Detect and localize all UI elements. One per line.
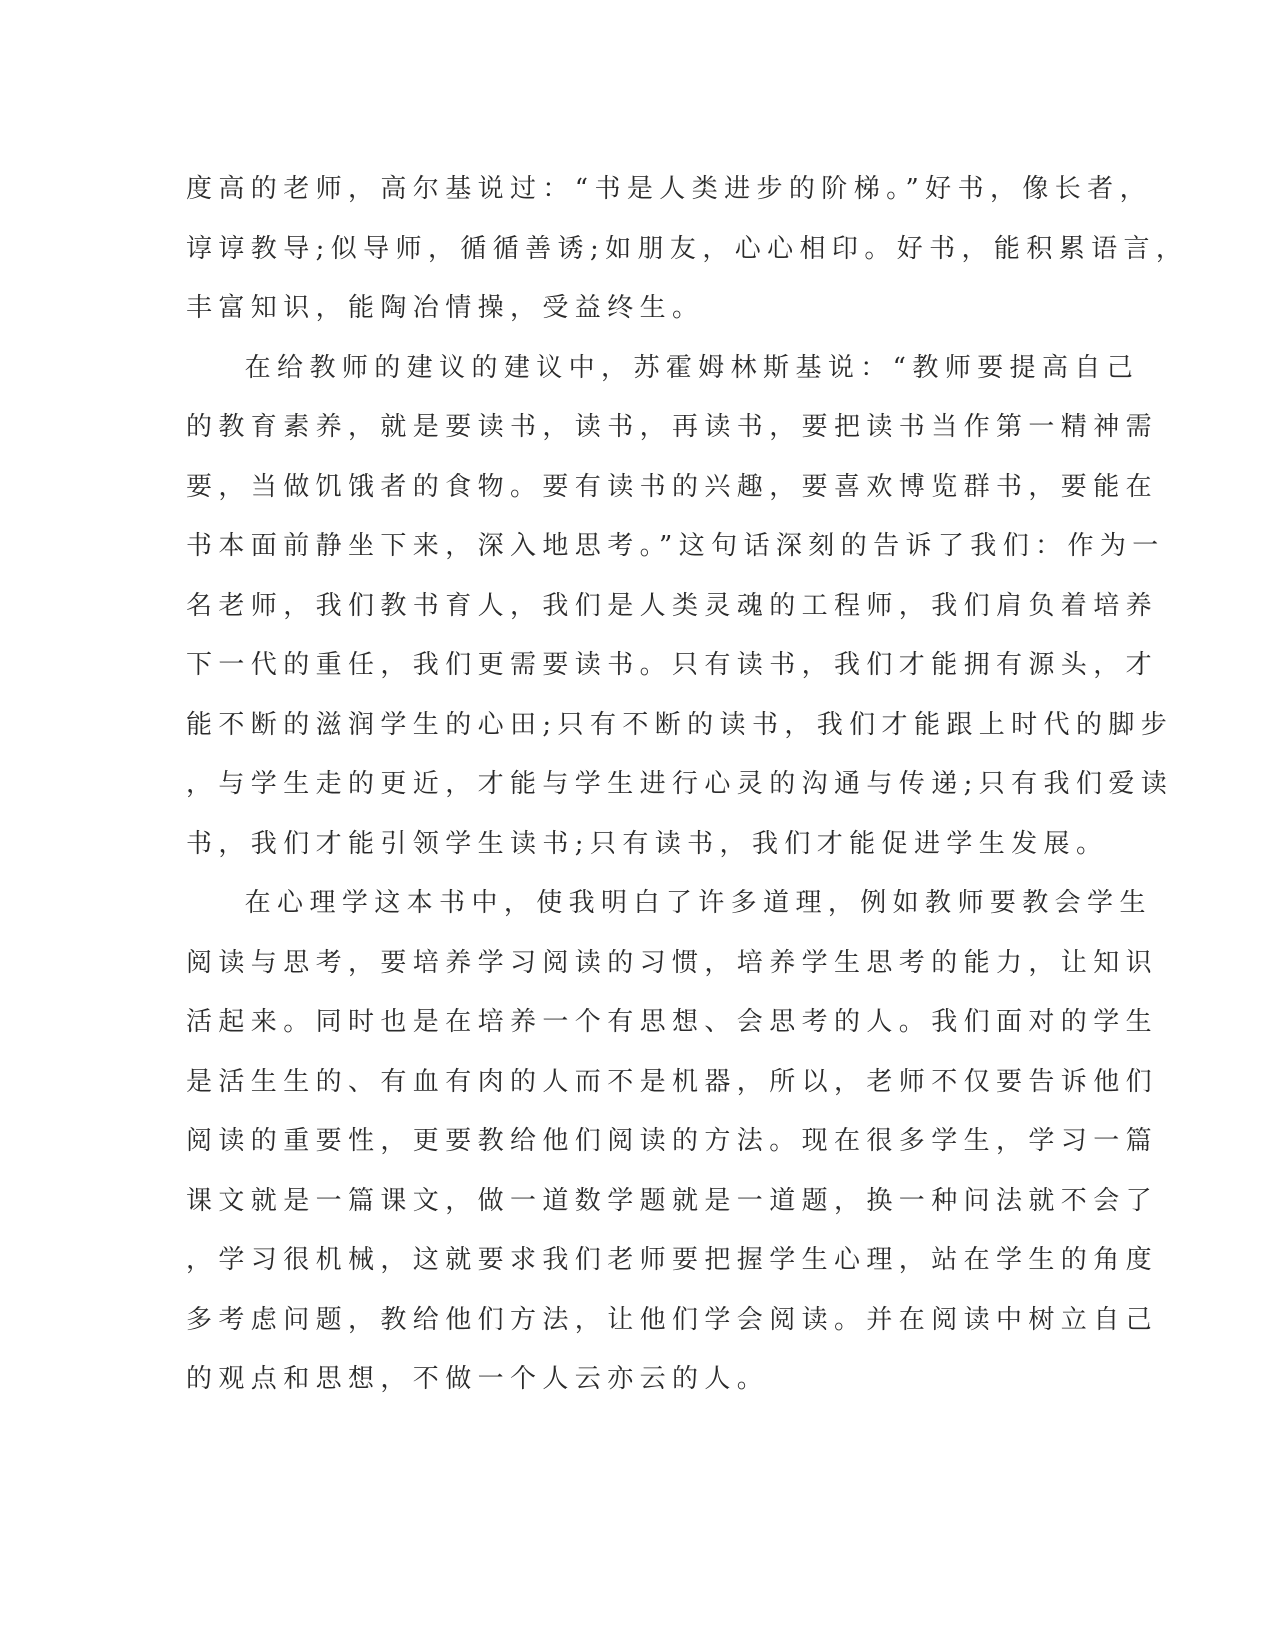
text-line: 书，我们才能引领学生读书;只有读书，我们才能促进学生发展。 xyxy=(186,828,1109,859)
paragraph-1 xyxy=(186,160,1189,339)
text-line: 阅读与思考，要培养学习阅读的习惯，培养学生思考的能力，让知识 xyxy=(186,947,1159,978)
text-line: 书本面前静坐下来，深入地思考。”这句话深刻的告诉了我们：作为一 xyxy=(186,531,1165,561)
paragraph-2 xyxy=(186,339,1174,875)
text-line: 丰富知识，能陶冶情操，受益终生。 xyxy=(186,293,705,323)
text-line: 阅读的重要性，更要教给他们阅读的方法。现在很多学生，学习一篇 xyxy=(186,1126,1159,1156)
text-line: 度高的老师，高尔基说过：“书是人类进步的阶梯。”好书，像长者， xyxy=(186,174,1152,204)
text-line: 要，当做饥饿者的食物。要有读书的兴趣，要喜欢博览群书，要能在 xyxy=(186,471,1159,502)
text-line: 的观点和思想，不做一个人云亦云的人。 xyxy=(186,1364,770,1394)
text-line: 在给教师的建议的建议中，苏霍姆林斯基说：“教师要提高自己 xyxy=(186,352,1140,383)
text-line: 谆谆教导;似导师，循循善诱;如朋友，心心相印。好书，能积累语言， xyxy=(186,233,1189,264)
text-line: 的教育素养，就是要读书，读书，再读书，要把读书当作第一精神需 xyxy=(186,412,1159,442)
text-line: 是活生生的、有血有肉的人而不是机器，所以，老师不仅要告诉他们 xyxy=(186,1066,1159,1097)
text-line: 能不断的滋润学生的心田;只有不断的读书，我们才能跟上时代的脚步 xyxy=(186,709,1174,740)
text-line: 名老师，我们教书育人，我们是人类灵魂的工程师，我们肩负着培养 xyxy=(186,590,1159,621)
text-line: 下一代的重任，我们更需要读书。只有读书，我们才能拥有源头，才 xyxy=(186,650,1159,680)
text-line: 课文就是一篇课文，做一道数学题就是一道题，换一种问法就不会了 xyxy=(186,1185,1159,1216)
text-line: ，与学生走的更近，才能与学生进行心灵的沟通与传递;只有我们爱读 xyxy=(186,769,1174,799)
text-line: 多考虑问题，教给他们方法，让他们学会阅读。并在阅读中树立自己 xyxy=(186,1304,1159,1335)
text-line: 在心理学这本书中，使我明白了许多道理，例如教师要教会学生 xyxy=(186,888,1152,918)
paragraph-3 xyxy=(186,874,1159,1410)
text-line: ，学习很机械，这就要求我们老师要把握学生心理，站在学生的角度 xyxy=(186,1245,1159,1275)
text-line: 活起来。同时也是在培养一个有思想、会思考的人。我们面对的学生 xyxy=(186,1007,1159,1037)
document-body xyxy=(186,160,1189,1410)
